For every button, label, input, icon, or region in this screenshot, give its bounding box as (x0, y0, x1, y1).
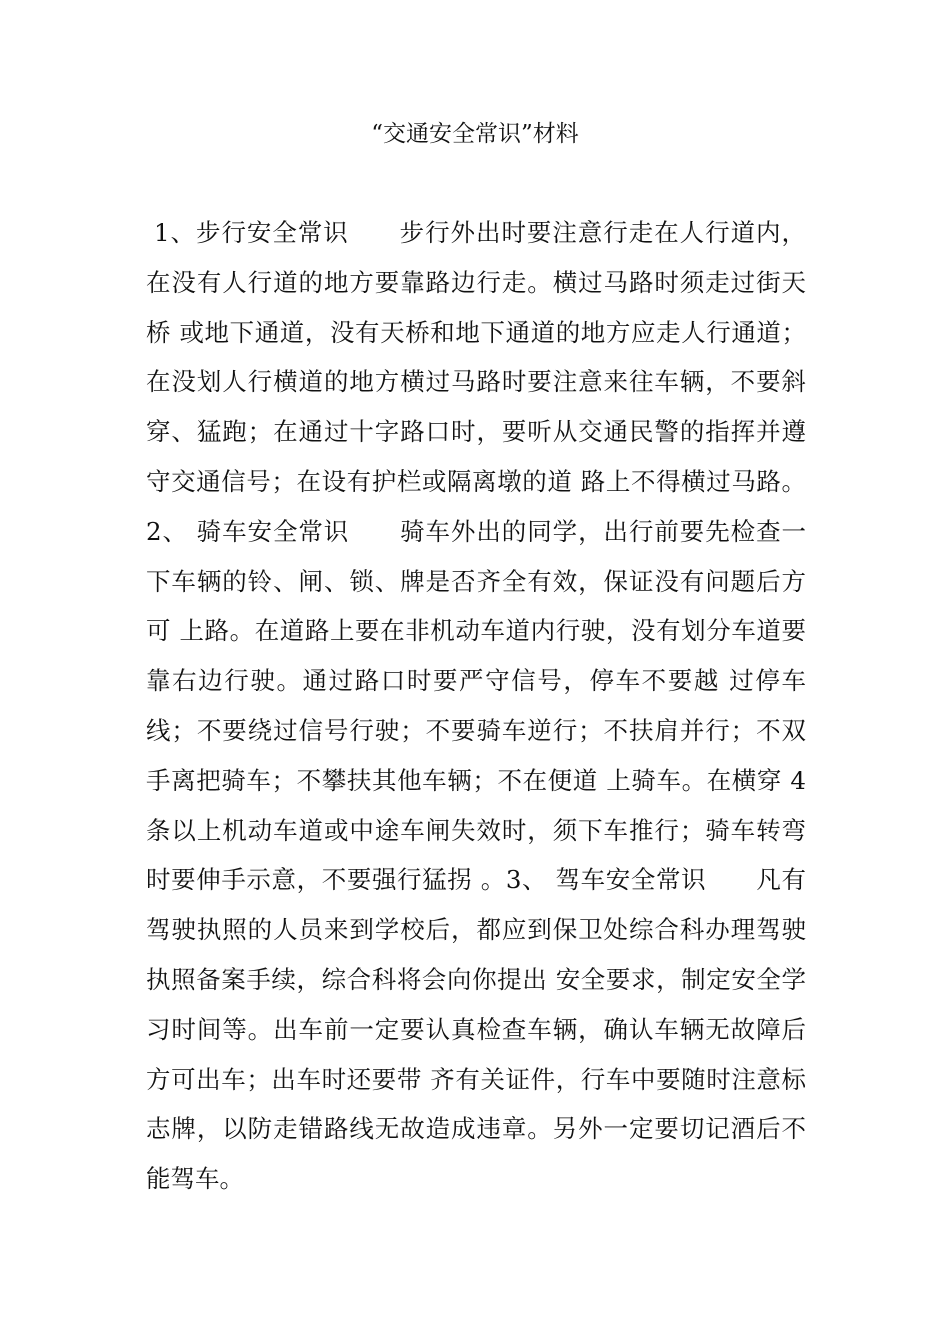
document-title: “交通安全常识”材料 (371, 121, 579, 147)
document-body: 1、步行安全常识 步行外出时要注意行走在人行道内，在没有人行道的地方要靠路边行走。横过马路时须走过街天桥 或地下通道，没有天桥和地下通道的地方应走人行通道；在没划人行横道的地方横过马路时要注意来往车辆，不要斜穿、猛跑；在通过十字路口时，要听从交通民警的指挥并遵守交通信号；在设有护栏或隔离墩的道 路上不得横过马路。2、 骑车安全常识 骑车外出的同学，出行前要先检查一下车辆的铃、闸、锁、牌是否齐全有效，保证没有问题后方可 上路。在道路上要在非机动车道内行驶，没有划分车道要靠右边行驶。通过路口时要严守信号，停车不要越 过停车线；不要绕过信号行驶；不要骑车逆行；不扶肩并行；不双手离把骑车；不攀扶其他车辆；不在便道 上骑车。在横穿 4 条以上机动车道或中途车闸失效时，须下车推行；骑车转弯时要伸手示意，不要强行猛拐 。3、 驾车安全常识 凡有驾驶执照的人员来到学校后，都应到保卫处综合科办理驾驶执照备案手续，综合科将会向你提出 安全要求，制定安全学习时间等。出车前一定要认真检查车辆，确认车辆无故障后方可出车；出车时还要带 齐有关证件，行车中要随时注意标志牌，以防走错路线无故造成违章。另外一定要切记酒后不能驾车。 (146, 218, 806, 1194)
